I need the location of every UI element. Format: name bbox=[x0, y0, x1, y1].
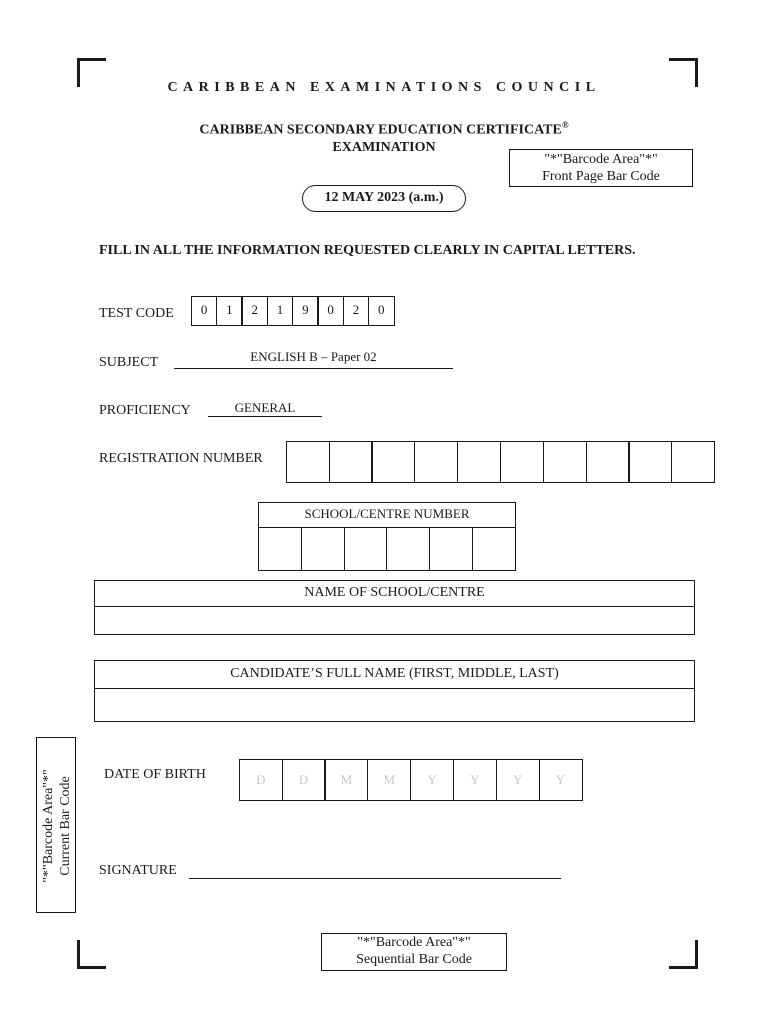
registration-digit-box[interactable] bbox=[457, 441, 501, 483]
dob-day-box[interactable]: D bbox=[239, 759, 283, 801]
registration-digit-box[interactable] bbox=[371, 441, 415, 483]
certificate-name: CARIBBEAN SECONDARY EDUCATION CERTIFICATE bbox=[199, 122, 562, 138]
test-code-digit: 0 bbox=[317, 296, 344, 326]
crop-mark-bottom-right bbox=[669, 940, 698, 969]
exam-date: 12 MAY 2023 (a.m.) bbox=[302, 185, 466, 212]
date-of-birth-boxes bbox=[240, 759, 583, 801]
school-number-digit-box[interactable] bbox=[345, 528, 388, 571]
sequential-barcode-area bbox=[321, 933, 507, 971]
barcode-area-caption: Front Page Bar Code bbox=[542, 169, 660, 184]
subject-label: SUBJECT bbox=[99, 355, 159, 370]
school-centre-number-label: SCHOOL/CENTRE NUMBER bbox=[259, 503, 515, 528]
registration-digit-box[interactable] bbox=[286, 441, 330, 483]
registration-digit-box[interactable] bbox=[329, 441, 373, 483]
test-code-digit: 1 bbox=[216, 296, 243, 326]
candidate-name-label: CANDIDATE’S FULL NAME (FIRST, MIDDLE, LAST) bbox=[95, 661, 694, 689]
dob-year-box[interactable]: Y bbox=[539, 759, 583, 801]
dob-year-box[interactable]: Y bbox=[410, 759, 454, 801]
test-code-digit: 9 bbox=[292, 296, 319, 326]
test-code-label: TEST CODE bbox=[99, 306, 174, 321]
test-code-digit: 1 bbox=[267, 296, 294, 326]
dob-month-box[interactable]: M bbox=[324, 759, 368, 801]
school-name-label: NAME OF SCHOOL/CENTRE bbox=[95, 581, 694, 607]
signature-label: SIGNATURE bbox=[99, 863, 177, 878]
dob-year-box[interactable]: Y bbox=[496, 759, 540, 801]
registration-digit-box[interactable] bbox=[500, 441, 544, 483]
barcode-area-label: "*"Barcode Area"*" bbox=[544, 152, 658, 167]
barcode-area-label: "*"Barcode Area"*" bbox=[41, 769, 56, 883]
school-number-digit-box[interactable] bbox=[387, 528, 430, 571]
school-centre-number-box bbox=[258, 502, 516, 571]
examination-label: EXAMINATION bbox=[332, 139, 436, 155]
dob-day-box[interactable]: D bbox=[282, 759, 326, 801]
candidate-name-box bbox=[94, 660, 695, 722]
school-name-box bbox=[94, 580, 695, 635]
registration-digit-box[interactable] bbox=[414, 441, 458, 483]
school-number-digit-box[interactable] bbox=[473, 528, 515, 571]
signature-line[interactable] bbox=[189, 878, 561, 879]
council-title: CARIBBEAN EXAMINATIONS COUNCIL bbox=[167, 80, 601, 95]
registration-digit-box[interactable] bbox=[543, 441, 587, 483]
test-code-digit: 2 bbox=[241, 296, 268, 326]
school-number-digit-box[interactable] bbox=[302, 528, 345, 571]
barcode-area-caption: Sequential Bar Code bbox=[356, 952, 472, 967]
school-number-digit-box[interactable] bbox=[259, 528, 302, 571]
registration-number-label: REGISTRATION NUMBER bbox=[99, 451, 263, 466]
registration-digit-box[interactable] bbox=[628, 441, 672, 483]
test-code-digit: 0 bbox=[368, 296, 395, 326]
registration-digit-box[interactable] bbox=[671, 441, 715, 483]
subject-field[interactable]: ENGLISH B – Paper 02 bbox=[174, 350, 453, 369]
registered-mark: ® bbox=[561, 120, 569, 130]
school-centre-number-cells bbox=[259, 528, 515, 571]
current-barcode-area bbox=[36, 737, 76, 913]
registration-number-boxes bbox=[287, 441, 715, 483]
crop-mark-bottom-left bbox=[77, 940, 106, 969]
school-name-field[interactable] bbox=[95, 607, 694, 635]
school-number-digit-box[interactable] bbox=[430, 528, 473, 571]
proficiency-field[interactable]: GENERAL bbox=[208, 401, 322, 417]
candidate-name-field[interactable] bbox=[95, 689, 694, 721]
front-page-barcode-area bbox=[509, 149, 693, 187]
current-barcode-text bbox=[40, 741, 74, 911]
barcode-area-label: "*"Barcode Area"*" bbox=[357, 935, 471, 950]
test-code-digit: 0 bbox=[191, 296, 218, 326]
registration-digit-box[interactable] bbox=[586, 441, 630, 483]
test-code-boxes bbox=[192, 296, 395, 326]
proficiency-label: PROFICIENCY bbox=[99, 403, 191, 418]
date-of-birth-label: DATE OF BIRTH bbox=[104, 767, 206, 782]
dob-year-box[interactable]: Y bbox=[453, 759, 497, 801]
instructions: FILL IN ALL THE INFORMATION REQUESTED CLEARLY IN CAPITAL LETTERS. bbox=[99, 243, 636, 258]
barcode-area-caption: Current Bar Code bbox=[58, 776, 73, 876]
test-code-digit: 2 bbox=[343, 296, 370, 326]
dob-month-box[interactable]: M bbox=[367, 759, 411, 801]
